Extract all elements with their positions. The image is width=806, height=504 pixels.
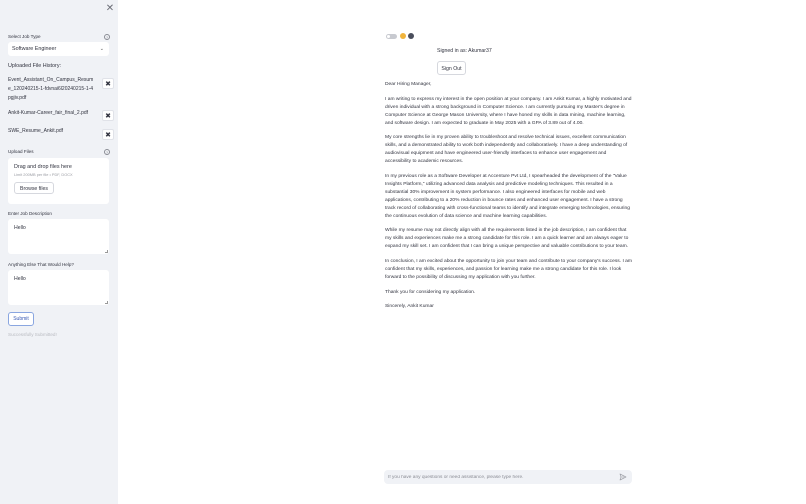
- upload-files-label: Upload Files: [8, 149, 34, 154]
- help-icon[interactable]: ?: [105, 150, 109, 155]
- anything-else-input[interactable]: [8, 270, 109, 305]
- dropzone-title: Drag and drop files here: [14, 164, 72, 170]
- letter-paragraph: Thank you for considering my application.: [385, 289, 476, 295]
- resize-grip-icon[interactable]: [105, 301, 108, 304]
- signed-in-text: Signed in as: Akumar37: [437, 48, 492, 54]
- file-history-title: Uploaded File History:: [8, 63, 62, 69]
- job-description-label: Enter Job Description: [8, 211, 52, 216]
- letter-paragraph: In conclusion, I am excited about the opportunity to join your team and contribute to your company's success. I am confident that my skills, experiences, and passion for learning make me a strong candidate for this role. I look forward to the possibility of discussing my application with you further.: [385, 258, 632, 280]
- file-history-item: Event_Assistant_On_Campus_Resume_120240215-1-fdvnai6l20240215-1-4pgjiv.pdf: [8, 77, 94, 102]
- sign-out-button[interactable]: Sign Out: [437, 61, 466, 75]
- delete-icon: ✖: [105, 113, 111, 120]
- job-type-label: Select Job Type: [8, 34, 41, 39]
- send-icon[interactable]: [619, 473, 627, 481]
- letter-closing: Sincerely, Ankit Kumar: [385, 304, 434, 310]
- delete-icon: ✖: [105, 132, 111, 139]
- anything-else-value: Hello: [14, 276, 26, 282]
- help-icon[interactable]: ?: [105, 35, 109, 40]
- dropzone-limit: Limit 200MB per file • PDF, DOCX: [14, 172, 73, 177]
- job-description-value: Hello: [14, 225, 26, 231]
- file-history-item: Ankit-Kumar-Career_fair_final_2.pdf: [8, 110, 89, 116]
- submit-button[interactable]: Submit: [8, 312, 34, 326]
- letter-greeting: Dear Hiring Manager,: [385, 82, 432, 87]
- delete-file-button[interactable]: [102, 110, 114, 121]
- letter-paragraph: My core strengths lie in my proven ability to troubleshoot and resolve technical issues, excellent communication skills, and a demonstrated ability to work both independently and collaboratively. I have a deep understanding of audiovisual equipment and have engineered user-friendly interfaces to enhance user engagement and accessibility to academic resources.: [385, 135, 628, 165]
- chevron-down-icon: ⌄: [99, 46, 104, 52]
- file-dropzone[interactable]: [8, 158, 109, 204]
- close-sidebar-button[interactable]: [104, 3, 116, 15]
- chat-input[interactable]: [388, 470, 613, 484]
- chat-input-bar: [384, 470, 632, 484]
- delete-file-button[interactable]: [102, 78, 114, 89]
- toggle-knob: [387, 35, 390, 38]
- letter-paragraph: In my previous role as a Software Developer at Accenture Pvt Ltd, I spearheaded the development of the "Value Insights Platform," utilizing advanced data analysis and predictive modeling techniques. This resulted in a substantial 30% improvement in system performance. I also engineered interfaces for mobile and web applications, contributing to a 20% reduction in bounce rates and enhanced user engagement. I have a strong track record of collaborating with cross-functional teams to identify and integrate emerging technologies, ensuring the continuous evolution of data science and machine learning capabilities.: [385, 173, 630, 219]
- letter-paragraph: I am writing to express my interest in the open position at your company. I am Ankit Kumar, a highly motivated and driven individual with a strong background in Computer Science. I am currently pursuing my Master's degree in Computer Science at George Mason University, where I have honed my skills in data mining, machine learning, and software design. I am expected to graduate in May 2025 with a GPA of 3.89 out of 4.00.: [385, 96, 632, 126]
- sidebar: [0, 0, 118, 504]
- letter-paragraph: While my resume may not directly align with all the requirements listed in the job description, I am confident that my skills and experiences make me a strong candidate for this role. I am a quick learner and am always eager to expand my skill set. I am confident that I can bring a unique perspective and valuable contributions to your team.: [385, 228, 629, 250]
- delete-icon: ✖: [105, 81, 111, 88]
- job-description-input[interactable]: [8, 219, 109, 254]
- anything-else-label: Anything Else That Would Help?: [8, 262, 74, 267]
- cover-letter: [385, 81, 633, 318]
- file-history-item: SWE_Resume_Ankit.pdf: [8, 128, 64, 134]
- job-type-selected-value: Software Engineer: [12, 46, 57, 52]
- delete-file-button[interactable]: [102, 129, 114, 140]
- status-message: Successfully Submitted!: [8, 332, 57, 337]
- resize-grip-icon[interactable]: [105, 250, 108, 253]
- moon-icon: [408, 33, 414, 39]
- sun-icon: [400, 33, 406, 39]
- job-type-select[interactable]: [8, 42, 109, 56]
- browse-files-button[interactable]: Browse files: [14, 182, 54, 194]
- close-icon: ✕: [105, 3, 115, 14]
- theme-toggle[interactable]: [386, 34, 397, 39]
